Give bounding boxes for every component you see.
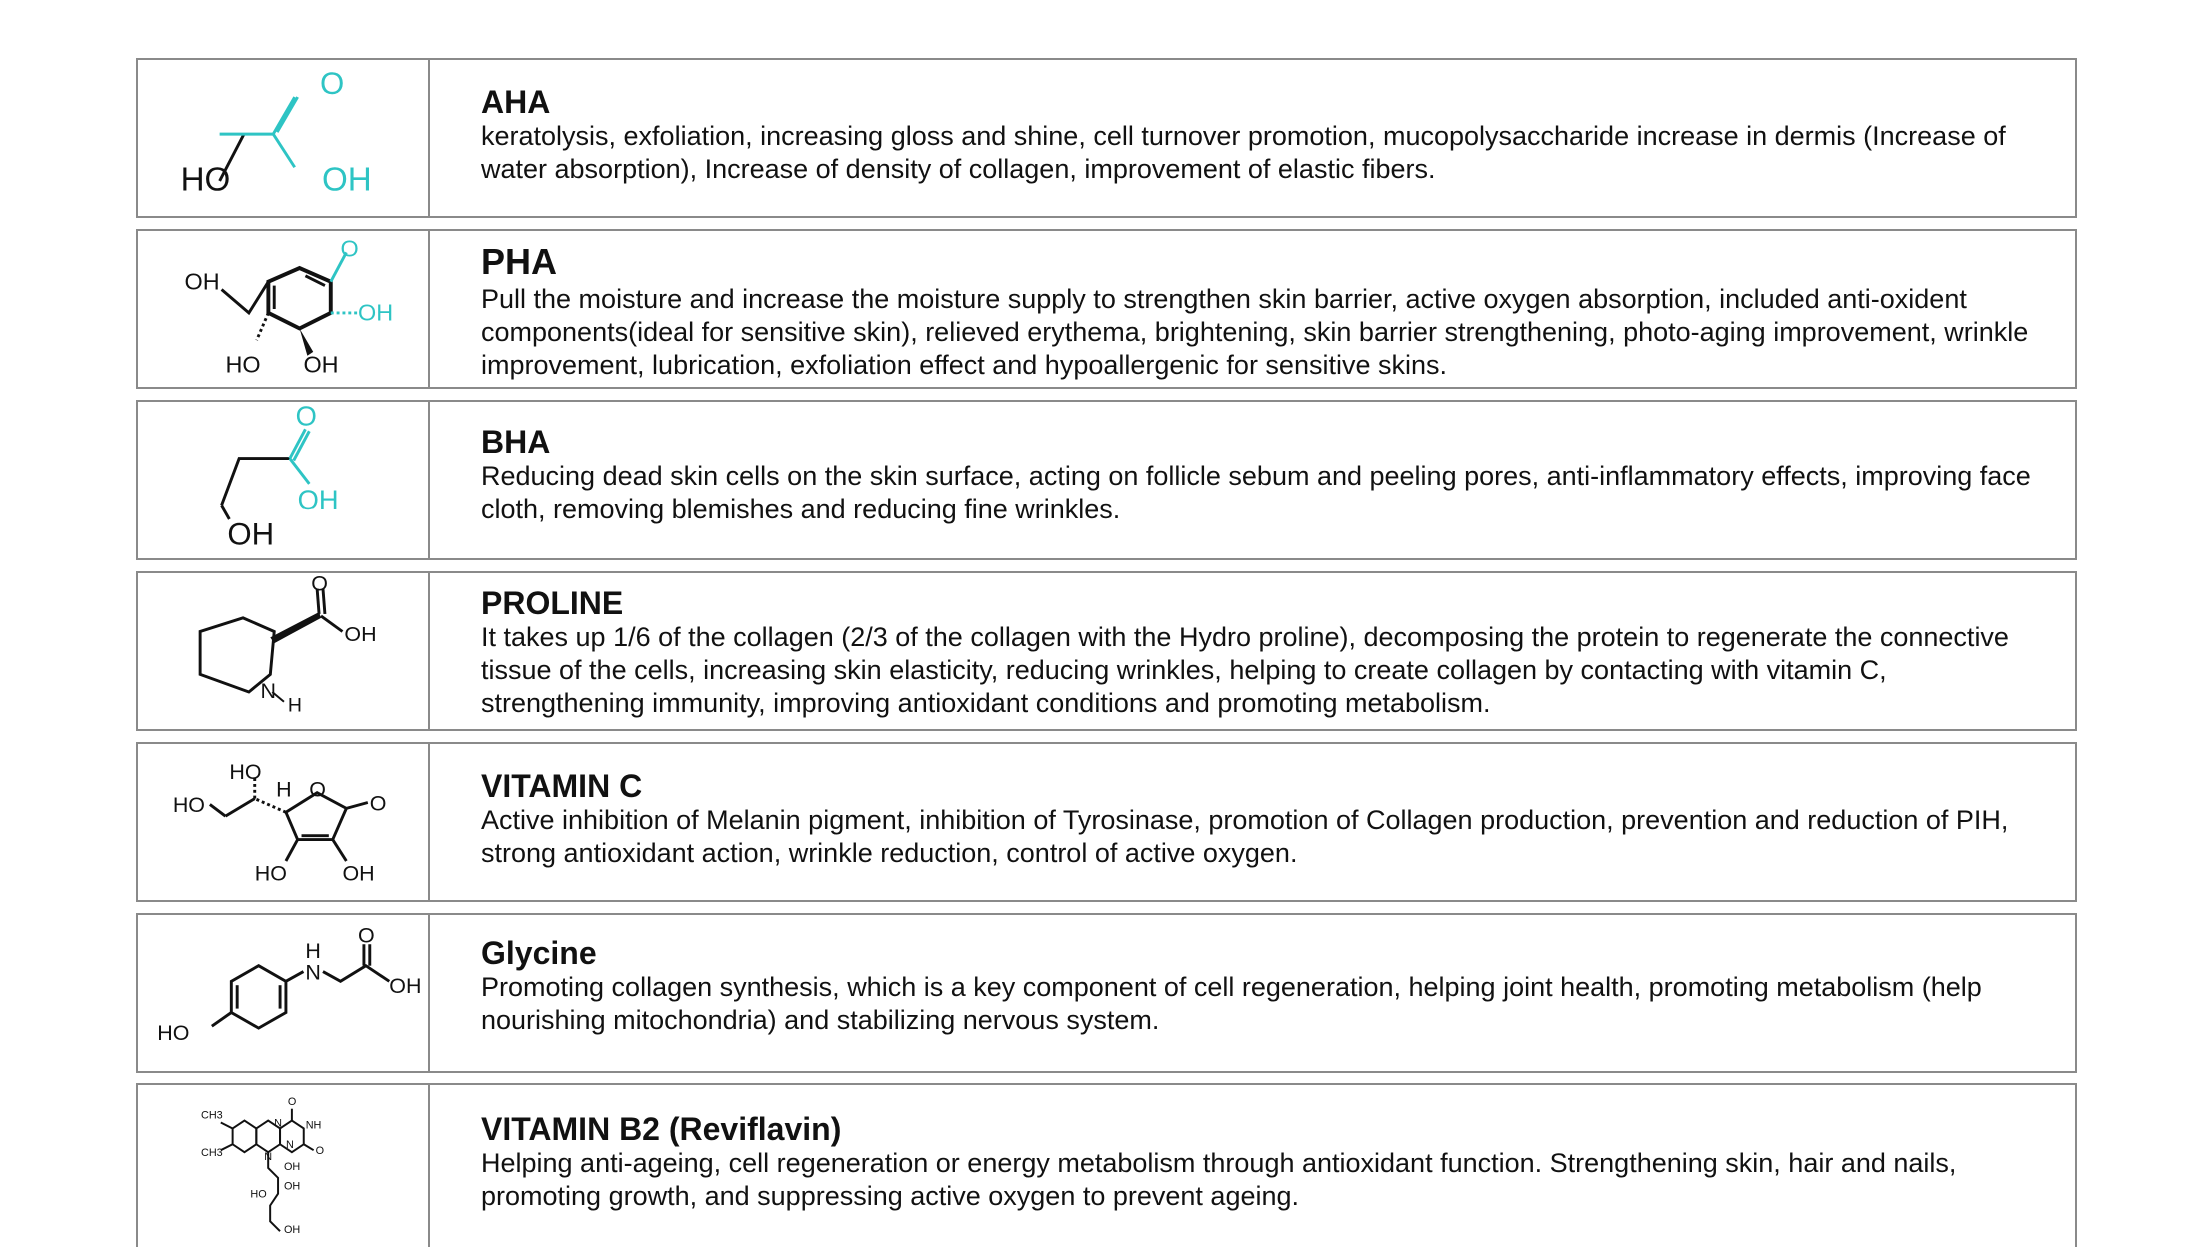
glycine-text [481,935,2055,1037]
vitamin-b2-label-ch3-bottom: CH3 [201,1147,223,1160]
ingredient-row-vitamin-c [136,742,2077,902]
pha-structure-diagram [138,231,428,387]
glycine-label-oh: OH [389,974,422,998]
glycine-label-o: O [358,923,375,948]
vitamin-c-label-ho-left: HO [172,793,205,818]
ingredient-row-vitamin-b2 [136,1083,2077,1247]
vitamin-b2-label-o-top: O [287,1095,297,1108]
bha-structure-cell [138,402,430,558]
vitamin-c-label-o-ring: O [309,777,327,802]
ingredient-name: BHA [481,424,551,460]
proline-label-oh: OH [344,622,377,647]
aha-text [481,84,2055,186]
ingredient-row-pha [136,229,2077,389]
bha-text [481,424,2055,526]
vitamin-b2-structure-diagram [138,1085,428,1247]
ingredient-description: Pull the moisture and increase the moisture supply to strengthen skin barrier, active oxygen absorption, included anti-oxident components(ideal for sensitive skin), relieved erythema, brightening, skin barrier strengthening, photo-aging improvement, wrinkle improvement, lubrication, exfoliation effect and hypoallergenic for sensitive skins. [481,284,2029,380]
aha-structure-diagram [138,60,428,216]
pha-text [481,241,2055,382]
pha-label-o: O [340,235,359,262]
pha-label-oh-right: OH [358,299,394,326]
vitamin-c-label-h: H [276,777,292,802]
aha-label-ho: HO [180,161,231,199]
ingredient-name: AHA [481,84,551,120]
ingredient-name: PROLINE [481,585,624,621]
vitamin-c-text [481,768,2055,870]
vitamin-b2-label-n3: N [264,1151,273,1164]
proline-label-n: N [260,678,277,703]
vitamin-b2-label-n1: N [274,1117,282,1130]
ingredient-name: VITAMIN B2 (Reviflavin) [481,1111,842,1147]
aha-label-o: O [320,66,345,102]
ingredient-description: Active inhibition of Melanin pigment, inhibition of Tyrosinase, promotion of Collagen production, prevention and reduction of PIH, strong antioxidant action, wrinkle reduction, control of active oxygen. [481,805,2009,868]
vitamin-c-label-ho-top: HO [229,760,262,785]
vitamin-b2-label-oh-2: OH [283,1180,301,1193]
ingredient-row-glycine [136,913,2077,1073]
pha-label-oh-bottom: OH [303,351,339,378]
ingredient-description: keratolysis, exfoliation, increasing gloss and shine, cell turnover promotion, mucopolysaccharide increase in dermis (Increase of water absorption), Increase of density of collagen, improvement of elastic fibers. [481,121,2006,184]
bha-structure-diagram [138,402,428,558]
ingredient-row-bha [136,400,2077,560]
pha-structure-cell [138,231,430,387]
ingredient-description: Promoting collagen synthesis, which is a key component of cell regeneration, helping joint health, promoting metabolism (help nourishing mitochondria) and stabilizing nervous system. [481,972,1982,1035]
glycine-structure-cell [138,915,430,1071]
vitamin-b2-label-ho: HO [250,1188,267,1201]
pha-label-oh-left: OH [184,268,220,295]
vitamin-b2-structure-cell [138,1085,430,1247]
ingredient-name: Glycine [481,935,597,971]
vitamin-b2-label-nh: NH [305,1119,322,1132]
vitamin-b2-label-oh-3: OH [283,1224,301,1237]
proline-label-h: H [287,694,302,717]
aha-structure-cell [138,60,430,216]
ingredient-name: PHA [481,241,558,282]
ingredient-description: It takes up 1/6 of the collagen (2/3 of the collagen with the Hydro proline), decomposing the protein to regenerate the connective tissue of the cells, increasing skin elasticity, reducing wrinkles, helping to create collagen by contacting with vitamin C, strengthening immunity, improving antioxidant conditions and promoting metabolism. [481,622,2009,718]
proline-structure-diagram [138,573,428,729]
bha-label-oh-right: OH [297,484,339,516]
vitamin-b2-label-ch3-top: CH3 [201,1109,223,1122]
vitamin-b2-label-n2: N [285,1139,294,1152]
glycine-label-h: H [305,938,321,963]
bha-label-o: O [295,402,317,432]
vitamin-b2-text [481,1111,2055,1213]
ingredient-row-proline [136,571,2077,731]
bha-label-oh-bottom: OH [227,516,275,552]
pha-label-ho-bottom: HO [225,351,261,378]
vitamin-b2-label-oh-1: OH [283,1160,301,1173]
glycine-label-ho: HO [157,1020,190,1045]
ingredient-description: Reducing dead skin cells on the skin surface, acting on follicle sebum and peeling pores, anti-inflammatory effects, improving face cloth, removing blemishes and reducing fine wrinkles. [481,461,2031,524]
vitamin-c-structure-cell [138,744,430,900]
vitamin-c-label-ho-bottom: HO [254,861,287,886]
glycine-structure-diagram [138,915,428,1071]
aha-label-oh: OH [322,161,372,199]
vitamin-c-structure-diagram [138,744,428,900]
glycine-label-n: N [305,960,321,985]
ingredient-description: Helping anti-ageing, cell regeneration or energy metabolism through antioxidant function. Strengthening skin, hair and nails, promoting growth, and suppressing active oxygen to prevent ageing. [481,1148,1957,1211]
vitamin-c-label-o-right: O [369,791,387,816]
vitamin-b2-label-o-right: O [315,1145,325,1158]
proline-label-o: O [311,573,328,596]
ingredient-row-aha [136,58,2077,218]
vitamin-c-label-oh-bottom: OH [342,861,375,886]
proline-text [481,585,2055,720]
proline-structure-cell [138,573,430,729]
ingredient-name: VITAMIN C [481,768,643,804]
